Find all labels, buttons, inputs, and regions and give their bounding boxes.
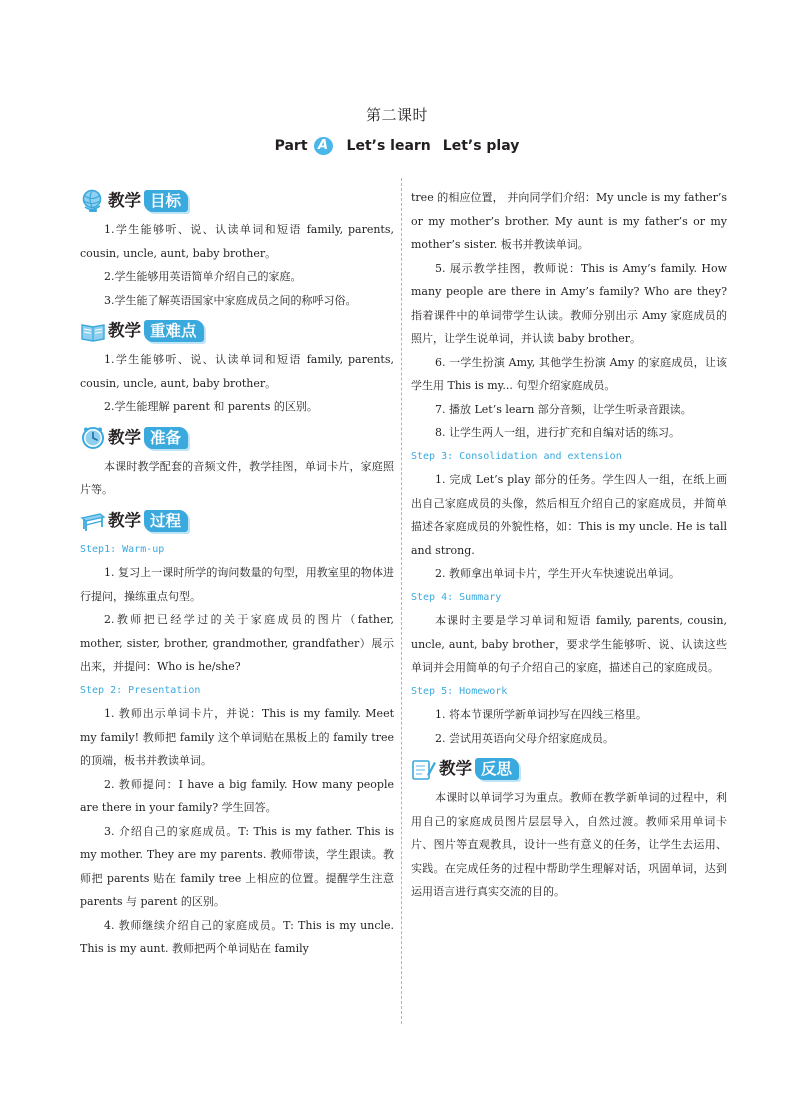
globe-icon	[80, 188, 106, 214]
pencil-icon	[411, 756, 437, 782]
objective-item: 3.学生能了解英语国家中家庭成员之间的称呼习俗。	[104, 293, 357, 307]
step-item: 8. 让学生两人一组，进行扩充和自编对话的练习。	[435, 426, 680, 439]
step-item: 1. 完成 Let’s play 部分的任务。学生四人一组，在纸上画出自己家庭成员的头像，然后相互介绍自己的家庭成员，并简单描述各家庭成员的外貌性格，如：This is my uncle. He is tall and strong.	[411, 473, 727, 557]
step-item: 2. 尝试用英语向父母介绍家庭成员。	[435, 731, 614, 745]
section-process-header	[80, 506, 394, 536]
step-item: 3. 介绍自己的家庭成员。T: This is my father. This is my mother. They are my parents. 教师带读，学生跟读。教师把 parents 贴在 family tree 上相应的位置。提醒学生注意 parents 与 parent 的区别。	[80, 824, 394, 908]
step-item: 1. 教师出示单词卡片，并说：This is my family. Meet my family! 教师把 family 这个单词贴在黑板上的 family tree 的顶端，板书并教读单词。	[80, 707, 394, 767]
part-letter-badge: A	[314, 137, 333, 155]
section-keypoints-header	[80, 316, 394, 346]
section-prep-header	[80, 423, 394, 453]
step-item: 2.教师把已经学过的关于家庭成员的图片（father, mother, sister, brother, grandmother, grandfather）展示出来，并提问：Who is he/she?	[80, 613, 394, 673]
keypoint-item: 2.学生能理解 parent 和 parents 的区别。	[104, 400, 318, 413]
desk-icon	[80, 508, 106, 534]
objective-item: 2.学生能够用英语简单介绍自己的家庭。	[104, 270, 302, 283]
left-column	[80, 186, 394, 961]
section-title-blue: 反思	[475, 758, 519, 780]
section-title-black: 教学	[108, 321, 141, 341]
step4-label: Step 4: Summary	[411, 591, 502, 603]
step2-label: Step 2: Presentation	[80, 684, 201, 696]
section-title-black: 教学	[108, 510, 141, 530]
step5-label: Step 5: Homework	[411, 685, 508, 697]
unit-lets-learn: Let’s learn	[346, 138, 431, 154]
column-divider	[401, 178, 402, 1024]
right-column	[411, 186, 727, 904]
step-item: 1. 复习上一课时所学的询问数量的句型，用教室里的物体进行提问，操练重点句型。	[80, 566, 394, 603]
step-item: 5. 展示教学挂图，教师说：This is Amy’s family. How many people are there in Amy’s family? Who are they? 指着课件中的单词带学生认读。教师分别出示 Amy 家庭成员的照片，让学生说单词，并认读 baby brother。	[411, 261, 727, 345]
section-objectives-header	[80, 186, 394, 216]
section-title-blue: 重难点	[144, 320, 204, 342]
section-title-black: 教学	[108, 427, 141, 447]
step-item: 6. 一学生扮演 Amy, 其他学生扮演 Amy 的家庭成员，让该学生用 This is my... 句型介绍家庭成员。	[411, 355, 727, 392]
objective-item: 1.学生能够听、说、认读单词和短语 family, parents, cousin, uncle, aunt, baby brother。	[80, 223, 394, 260]
step3-label: Step 3: Consolidation and extension	[411, 450, 622, 462]
unit-lets-play: Let’s play	[442, 138, 520, 154]
section-title-black: 教学	[108, 191, 141, 211]
step-item: 2. 教师提问：I have a big family. How many people are there in your family? 学生回答。	[80, 777, 394, 814]
step1-label: Step1: Warm-up	[80, 543, 165, 555]
continued-paragraph: tree 的相应位置， 并向同学们介绍：My uncle is my father’s or my mother’s brother. My aunt is my father’s or my mother’s sister. 板书并教读单词。	[411, 191, 727, 251]
clock-icon	[80, 425, 106, 451]
step-item: 本课时主要是学习单词和短语 family, parents, cousin, uncle, aunt, baby brother，要求学生能够听、说、认读这些单词并会用简单的句子介绍自己的家庭，描述自己的家庭成员。	[411, 614, 727, 674]
section-title-black: 教学	[439, 759, 472, 779]
part-label: Part	[274, 138, 308, 154]
book-icon	[80, 318, 106, 344]
step-item: 7. 播放 Let’s learn 部分音频，让学生听录音跟读。	[435, 402, 692, 416]
prep-item: 本课时教学配套的音频文件，教学挂图，单词卡片，家庭照片等。	[80, 459, 394, 496]
section-title-blue: 过程	[144, 510, 188, 532]
section-title-blue: 目标	[144, 190, 188, 212]
reflection-paragraph: 本课时以单词学习为重点。教师在教学新单词的过程中，利用自己的家庭成员图片层层导入，自然过渡。教师采用单词卡片、图片等直观教具，设计一些有意义的任务，让学生去运用、实践。在完成任务的过程中帮助学生理解对话，巩固单词，达到运用语言进行真实交流的目的。	[411, 791, 727, 898]
step-item: 1. 将本节课所学新单词抄写在四线三格里。	[435, 708, 647, 721]
section-title-blue: 准备	[144, 427, 188, 449]
keypoint-item: 1.学生能够听、说、认读单词和短语 family, parents, cousin, uncle, aunt, baby brother。	[80, 353, 394, 390]
step-item: 2. 教师拿出单词卡片，学生开火车快速说出单词。	[435, 567, 680, 580]
step-item: 4. 教师继续介绍自己的家庭成员。T: This is my uncle. This is my aunt. 教师把两个单词贴在 family	[80, 918, 394, 955]
lesson-title: 第二课时	[365, 106, 428, 124]
section-reflection-header	[411, 754, 727, 784]
part-heading	[0, 137, 794, 155]
